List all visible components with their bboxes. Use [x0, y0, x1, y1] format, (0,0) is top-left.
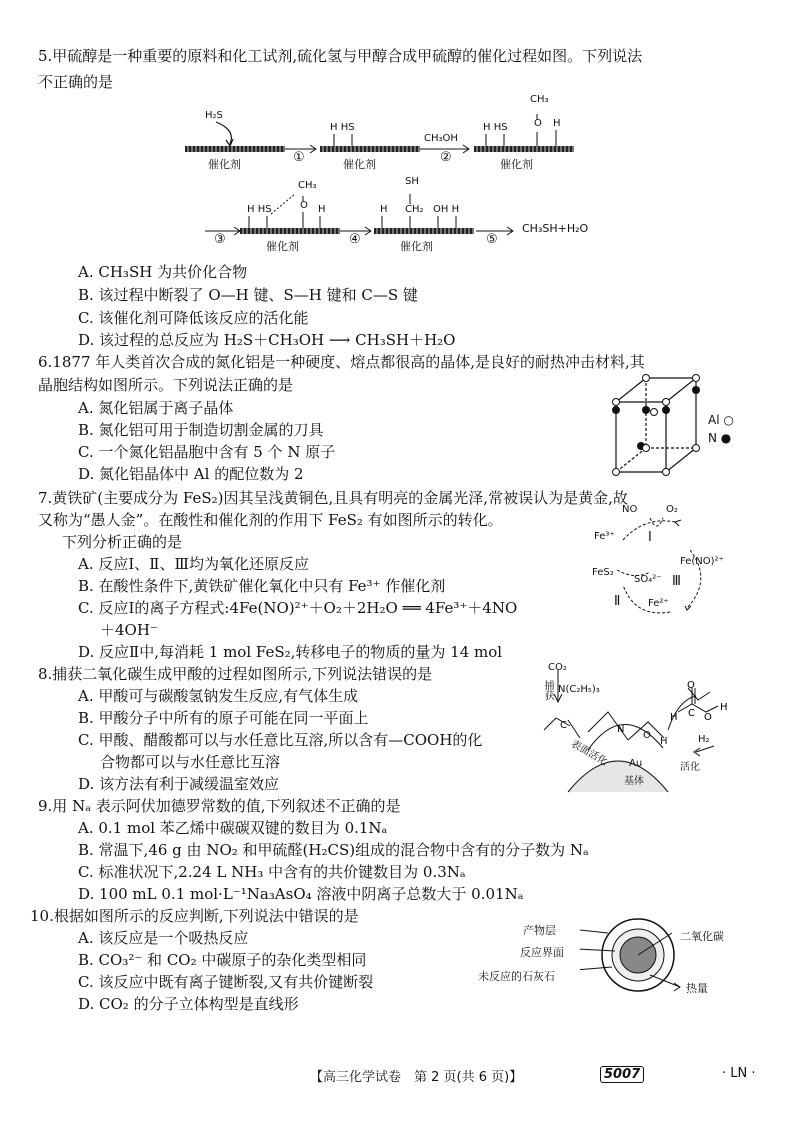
q6-option-b: B. 氮化铝可用于制造切割金属的刀具 [78, 421, 324, 439]
svg-text:H: H [720, 702, 728, 713]
q8-stem: 8.捕获二氧化碳生成甲酸的过程如图所示,下列说法错误的是 [38, 665, 433, 683]
q6-legend-n-text: N [708, 431, 717, 445]
q8-base-label: 基体 [624, 776, 644, 787]
q5-h2s-label: H₂S [205, 110, 223, 121]
q7-fe3-label: Fe³⁺ [594, 531, 615, 542]
q5-option-a: A. CH₃SH 为共价化合物 [78, 263, 248, 281]
q5-stem-line1: 5.甲硫醇是一种重要的原料和化工试剂,硫化氢与甲醇合成甲硫醇的催化过程如图。下列说法 [38, 47, 643, 65]
q5-bonds-2 [480, 104, 570, 148]
q8-c-label: C [560, 720, 567, 731]
footer-region: · LN · [722, 1066, 756, 1081]
q8-option-c-line1: C. 甲酸、醋酸都可以与水任意比互溶,所以含有—COOH的化 [78, 731, 483, 749]
q5-step-3: ③ [214, 232, 226, 247]
q5-step-2: ② [440, 150, 452, 165]
q6-option-a: A. 氮化铝属于离子晶体 [78, 399, 234, 417]
q8-option-c-line2: 合物都可以与水任意比互溶 [100, 753, 281, 771]
q5-catalyst-label-2: 催化剂 [343, 158, 376, 171]
q5-catalyst-bar-4 [240, 228, 340, 234]
q8-co2-label: CO₂ [548, 662, 567, 673]
q5-catalyst-label-1: 催化剂 [208, 158, 241, 171]
q7-fe2-label: Fe²⁺ [648, 598, 669, 609]
q5-option-c: C. 该催化剂可降低该反应的活化能 [78, 309, 309, 327]
q8-activate-label: 活化 [680, 762, 700, 773]
q7-no-label: NO [622, 504, 638, 515]
q6-stem-line2: 晶胞结构如图所示。下列说法正确的是 [38, 376, 294, 394]
q8-au-label: Au [629, 758, 643, 769]
q7-reaction-2: Ⅱ [614, 594, 621, 609]
q5-h-label-3: H [380, 204, 388, 215]
q7-stem-line1: 7.黄铁矿(主要成分为 FeS₂)因其呈浅黄铜色,且具有明亮的金属光泽,常被误认为是黄金,故 [38, 489, 628, 507]
q5-h-hs-label-3: H HS [247, 204, 272, 215]
q10-co2-label: 二氧化碳 [680, 930, 724, 943]
q6-legend-al: Al ○ [708, 413, 734, 427]
n-atoms [612, 386, 700, 450]
q8-h-label: H [660, 736, 668, 747]
q5-catalyst-bar-1 [185, 146, 285, 152]
q5-product-label: CH₃SH+H₂O [522, 222, 589, 235]
q8-o-label: O [643, 730, 651, 741]
q10-interface-label: 反应界面 [520, 946, 564, 959]
q10-product-layer-label: 产物层 [523, 924, 556, 937]
q8-option-d: D. 该方法有利于减缓温室效应 [78, 775, 280, 793]
q5-arrow-1 [285, 144, 319, 154]
q7-fes2-label: FeS₂ [592, 567, 614, 578]
q10-heat-label: 热量 [686, 982, 708, 995]
q10-stem: 10.根据如图所示的反应判断,下列说法中错误的是 [30, 907, 359, 925]
q8-option-a: A. 甲酸可与碳酸氢钠发生反应,有气体生成 [78, 687, 359, 705]
q5-h-label-1: H [553, 118, 561, 129]
q10-particle-figure [580, 915, 700, 995]
q7-option-b: B. 在酸性条件下,黄铁矿催化氧化中只有 Fe³⁺ 作催化剂 [78, 577, 446, 595]
svg-text:O: O [687, 680, 695, 691]
q8-h2-label: H₂ [698, 734, 710, 745]
q10-unreacted-label: 未反应的石灰石 [478, 970, 555, 983]
q8-surface-label: 表面活化 [568, 738, 610, 768]
q5-oh-h-label: OH H [433, 204, 460, 215]
svg-text:H: H [670, 712, 678, 723]
q8-amine-label: N(C₂H₅)₃ [558, 684, 600, 695]
q5-catalyst-label-5: 催化剂 [400, 240, 433, 253]
q6-legend-al-text: Al [708, 413, 720, 427]
q5-ch3-label-1: CH₃ [530, 94, 549, 105]
q5-option-d: D. 该过程的总反应为 H₂S＋CH₃OH ⟶ CH₃SH＋H₂O [78, 331, 456, 349]
q5-step-4: ④ [349, 232, 361, 247]
q5-h-hs-label-1: H HS [330, 122, 355, 133]
q7-reaction-3: Ⅲ [672, 574, 681, 589]
q5-step-1: ① [293, 150, 305, 165]
q8-option-b: B. 甲酸分子中所有的原子可能在同一平面上 [78, 709, 369, 727]
q9-option-a: A. 0.1 mol 苯乙烯中碳碳双键的数目为 0.1Nₐ [78, 819, 388, 837]
q8-formic-acid [670, 680, 730, 730]
q5-h-label-2: H [318, 204, 326, 215]
q7-reaction-1: Ⅰ [648, 530, 652, 545]
q10-option-a: A. 该反应是一个吸热反应 [78, 929, 249, 947]
q5-o-label-1: O [534, 118, 542, 129]
q5-option-b: B. 该过程中断裂了 O—H 键、S—H 键和 C—S 键 [78, 286, 418, 304]
q7-o2-label: O₂ [666, 504, 678, 515]
q6-option-c: C. 一个氮化铝晶胞中含有 5 个 N 原子 [78, 443, 336, 461]
q7-feno-label: Fe(NO)²⁺ [680, 556, 724, 567]
q9-option-c: C. 标准状况下,2.24 L NH₃ 中含有的共价键数目为 0.3Nₐ [78, 863, 466, 881]
q7-option-c-line2: ＋4OH⁻ [100, 621, 158, 639]
q7-stem-line3: 下列分析正确的是 [62, 533, 183, 551]
q9-option-d: D. 100 mL 0.1 mol·L⁻¹Na₃AsO₄ 溶液中阴离子总数大于 0.01Nₐ [78, 885, 524, 903]
q10-option-b: B. CO₃²⁻ 和 CO₂ 中碳原子的杂化类型相同 [78, 951, 367, 969]
q6-stem-line1: 6.1877 年人类首次合成的氮化铝是一种硬度、熔点都很高的晶体,是良好的耐热冲击材料,其 [38, 353, 645, 371]
al-atoms [613, 375, 700, 476]
q9-option-b: B. 常温下,46 g 由 NO₂ 和甲硫醛(H₂CS)组成的混合物中含有的分子数为 Nₐ [78, 841, 589, 859]
q9-stem: 9.用 Nₐ 表示阿伏加德罗常数的值,下列叙述不正确的是 [38, 797, 401, 815]
svg-text:O: O [704, 712, 712, 723]
q5-ch3oh-label: CH₃OH [424, 133, 458, 144]
q6-option-d: D. 氮化铝晶体中 Al 的配位数为 2 [78, 465, 304, 483]
q6-unit-cell-diagram [608, 370, 708, 482]
q5-stem-line2: 不正确的是 [38, 73, 114, 91]
svg-text:C: C [688, 708, 695, 719]
q8-n-label: N [617, 724, 625, 735]
q5-bonds-4 [378, 188, 468, 230]
footer-title: 【高三化学试卷 第 2 页(共 6 页)】 [310, 1070, 523, 1085]
q10-option-d: D. CO₂ 的分子立体构型是直线形 [78, 995, 299, 1013]
q5-catalyst-bar-5 [374, 228, 474, 234]
q5-catalyst-bar-3 [474, 146, 574, 152]
footer-code: 5007 [600, 1066, 644, 1083]
q7-option-a: A. 反应Ⅰ、Ⅱ、Ⅲ均为氧化还原反应 [78, 555, 309, 573]
q8-capture-label: 捕获 [542, 680, 553, 700]
q5-h-hs-label-2: H HS [483, 122, 508, 133]
q7-option-d: D. 反应Ⅱ中,每消耗 1 mol FeS₂,转移电子的物质的量为 14 mol [78, 643, 503, 661]
q5-bonds-3 [245, 186, 335, 230]
q5-sh-label: SH [405, 176, 419, 187]
q5-o-label-2: O [300, 200, 308, 211]
q5-catalyst-label-4: 催化剂 [266, 240, 299, 253]
q7-option-c-line1: C. 反应Ⅰ的离子方程式:4Fe(NO)²⁺＋O₂＋2H₂O ══ 4Fe³⁺＋4NO [78, 599, 518, 617]
q7-stem-line2: 又称为“愚人金”。在酸性和催化剂的作用下 FeS₂ 有如图所示的转化。 [38, 511, 503, 529]
q5-catalyst-label-3: 催化剂 [500, 158, 533, 171]
q5-step-5: ⑤ [486, 232, 498, 247]
q6-legend-n: N ● [708, 431, 732, 445]
q10-option-c: C. 该反应中既有离子键断裂,又有共价键断裂 [78, 973, 374, 991]
q5-ch3-label-2: CH₃ [298, 180, 317, 191]
q5-catalyst-bar-2 [320, 146, 420, 152]
q7-so4-label: SO₄²⁻ [634, 574, 662, 585]
q5-ch2-label: CH₂ [405, 204, 424, 215]
